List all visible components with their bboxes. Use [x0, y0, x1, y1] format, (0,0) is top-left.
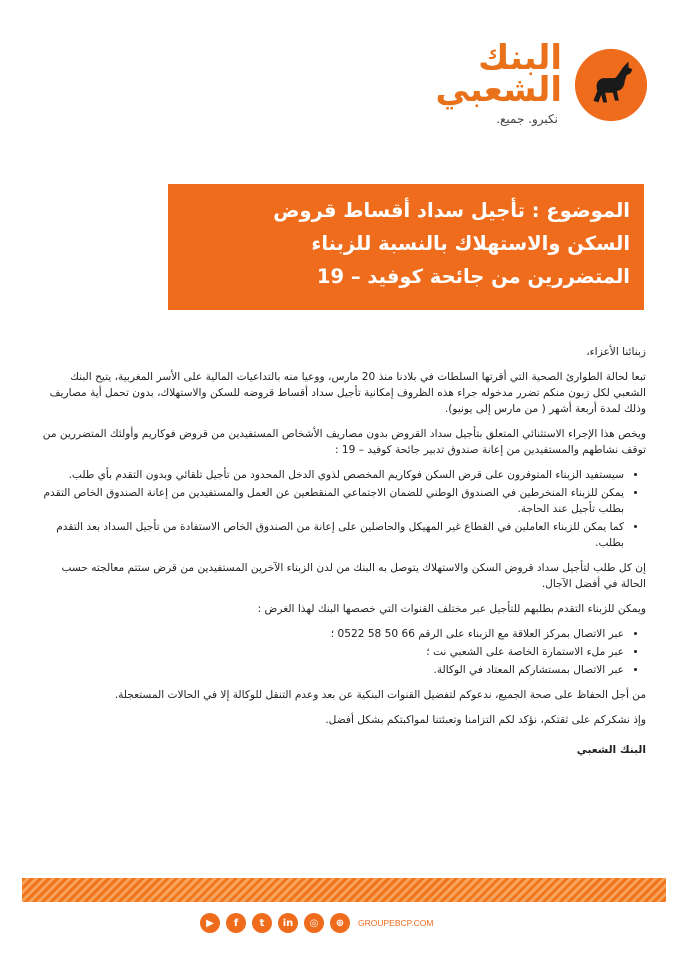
list-item: • سيستفيد الزبناء المتوفرون على قرض السكن فوكاريم المخصص لذوي الدخل المحدود من تأجيل تلقائي وبدون التقدم بأي طلب.	[40, 467, 624, 483]
paragraph: من أجل الحفاظ على صحة الجميع، ندعوكم لتفضيل القنوات البنكية عن بعد وعدم التنقل للوكالة إلا في الحالات المستعجلة.	[114, 689, 646, 701]
horse-logo-icon	[572, 46, 650, 124]
youtube-icon[interactable]: ▶	[200, 913, 220, 933]
subject-line: المتضررين من جائحة كوفيد – 19	[316, 265, 630, 288]
list-item: • عبر الاتصال بمستشاركم المعتاد في الوكالة.	[40, 662, 624, 678]
twitter-icon[interactable]: t	[252, 913, 272, 933]
paragraph: إن كل طلب لتأجيل سداد قروض السكن والاستهلاك يتوصل به البنك من لدن الزبناء الآخرين المستفيدين من قرض ستتم معالجته حسب الحالة في أفضل الآجال.	[61, 562, 646, 590]
instagram-icon[interactable]: ◎	[304, 913, 324, 933]
brand-name-line1: البنك	[478, 38, 562, 78]
facebook-icon[interactable]: f	[226, 913, 246, 933]
paragraph: تبعا لحالة الطوارئ الصحية التي أقرتها السلطات في بلادنا منذ 20 مارس، ووعيا منه بالتداعيات المالية على الأسر المغربية، يتيح البنك الشعبي لكل زبون منكم تضرر مدخوله جراء هذه الظروف إمكانية تأجيل سداد أقساط قروضه للسكن والاستهلاك، بدون تحمل أية مصاريف وذلك لمدة أربعة أشهر ( من مارس إلى يونيو).	[49, 371, 646, 415]
website-link[interactable]: GROUPEBCP.COM	[358, 918, 434, 928]
linkedin-icon[interactable]: in	[278, 913, 298, 933]
greeting: زبنائنا الأعزاء،	[586, 346, 646, 358]
globe-icon[interactable]: ⊕	[330, 913, 350, 933]
bank-logo	[330, 38, 650, 132]
footer-links	[200, 912, 433, 934]
channels-list	[40, 626, 646, 678]
letter-body	[40, 344, 646, 767]
subject-banner	[168, 184, 644, 310]
brand-name-line2: الشعبي	[435, 70, 562, 110]
list-item: • كما يمكن للزبناء العاملين في القطاع غير المهيكل والحاصلين على إعانة من الصندوق الخاص الاستفادة من تأجيل السداد بعد التقدم بطلب.	[40, 519, 624, 551]
eligibility-list	[40, 467, 646, 551]
list-item: • عبر ملء الاستمارة الخاصة على الشعبي نت ؛	[40, 644, 624, 660]
subject-line: الموضوع : تأجيل سداد أقساط قروض	[273, 199, 630, 222]
subject-line: السكن والاستهلاك بالنسبة للزبناء	[311, 232, 630, 255]
paragraph: وإذ نشكركم على ثقتكم، نؤكد لكم التزامنا وتعبئتنا لمواكبتكم بشكل أفضل.	[325, 714, 646, 726]
footer-stripe-band	[22, 878, 666, 902]
signature: البنك الشعبي	[576, 744, 646, 756]
list-item: • يمكن للزبناء المنخرطين في الصندوق الوطني للضمان الاجتماعي المنقطعين عن العمل والمستفيدين من إعانة الصندوق الخاص التقدم بطلب تأجيل عند الحاجة.	[40, 485, 624, 517]
brand-tagline: نكبرو. جميع.	[496, 112, 558, 126]
brand-name	[435, 38, 563, 110]
paragraph: ويخص هذا الإجراء الاستثنائي المتعلق بتأجيل سداد القروض بدون مصاريف الأشخاص المستفيدين من قروض فوكاريم وأولئك المتضررين من توقف نشاطهم والمستفيدين من إعانة صندوق تدبير جائحة كوفيد – 19 :	[42, 428, 646, 456]
list-item: • عبر الاتصال بمركز العلاقة مع الزبناء على الرقم 66 50 58 0522 ؛	[40, 626, 624, 642]
paragraph: ويمكن للزبناء التقدم بطلبهم للتأجيل عبر مختلف القنوات التي خصصها البنك لهذا الغرض :	[257, 603, 646, 615]
